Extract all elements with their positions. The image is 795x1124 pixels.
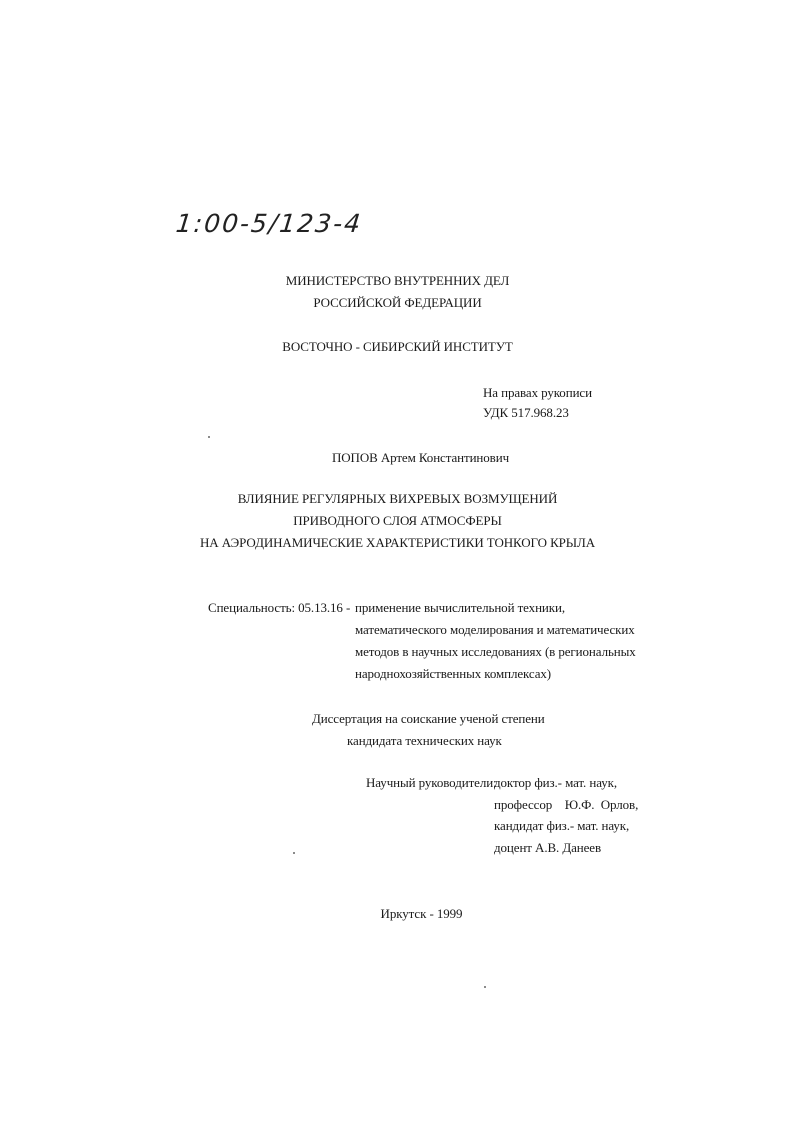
specialty-line-1: применение вычислительной техники, — [355, 600, 566, 615]
ministry-line-2: РОССИЙСКОЙ ФЕДЕРАЦИИ — [313, 295, 482, 310]
supervisor-line-4: доцент А.В. Данеев — [494, 840, 602, 855]
dissertation-title-line-2: ПРИВОДНОГО СЛОЯ АТМОСФЕРЫ — [293, 513, 502, 528]
scan-speck — [484, 986, 486, 988]
supervisors-label: Научный руководители: — [366, 775, 497, 790]
rights-note: На правах рукописи — [483, 385, 592, 400]
dissertation-title-line-1: ВЛИЯНИЕ РЕГУЛЯРНЫХ ВИХРЕВЫХ ВОЗМУЩЕНИЙ — [237, 491, 558, 506]
supervisor-line-3: кандидат физ.- мат. наук, — [494, 818, 630, 833]
supervisor-line-2: профессор Ю.Ф. Орлов, — [494, 797, 639, 812]
supervisor-line-1: доктор физ.- мат. наук, — [494, 775, 617, 790]
specialty-label: Специальность: 05.13.16 - — [208, 600, 351, 615]
institute-name: ВОСТОЧНО - СИБИРСКИЙ ИНСТИТУТ — [282, 339, 513, 354]
degree-line-1: Диссертация на соискание ученой степени — [312, 711, 545, 726]
ministry-line-1: МИНИСТЕРСТВО ВНУТРЕННИХ ДЕЛ — [285, 273, 510, 288]
degree-line-2: кандидата технических наук — [347, 733, 502, 748]
specialty-line-4: народнохозяйственных комплексах) — [355, 666, 552, 681]
scan-speck — [208, 436, 210, 438]
author-name: ПОПОВ Артем Константинович — [331, 450, 510, 465]
place-and-year: Иркутск - 1999 — [380, 906, 463, 921]
scan-speck — [293, 852, 295, 854]
specialty-line-3: методов в научных исследованиях (в региональных — [355, 644, 636, 659]
handwritten-archive-code: 1:00-5/123-4 — [174, 209, 364, 238]
udc-code: УДК 517.968.23 — [483, 405, 569, 420]
dissertation-title-line-3: НА АЭРОДИНАМИЧЕСКИЕ ХАРАКТЕРИСТИКИ ТОНКОГО КРЫЛА — [199, 535, 596, 550]
specialty-line-2: математического моделирования и математических — [355, 622, 635, 637]
